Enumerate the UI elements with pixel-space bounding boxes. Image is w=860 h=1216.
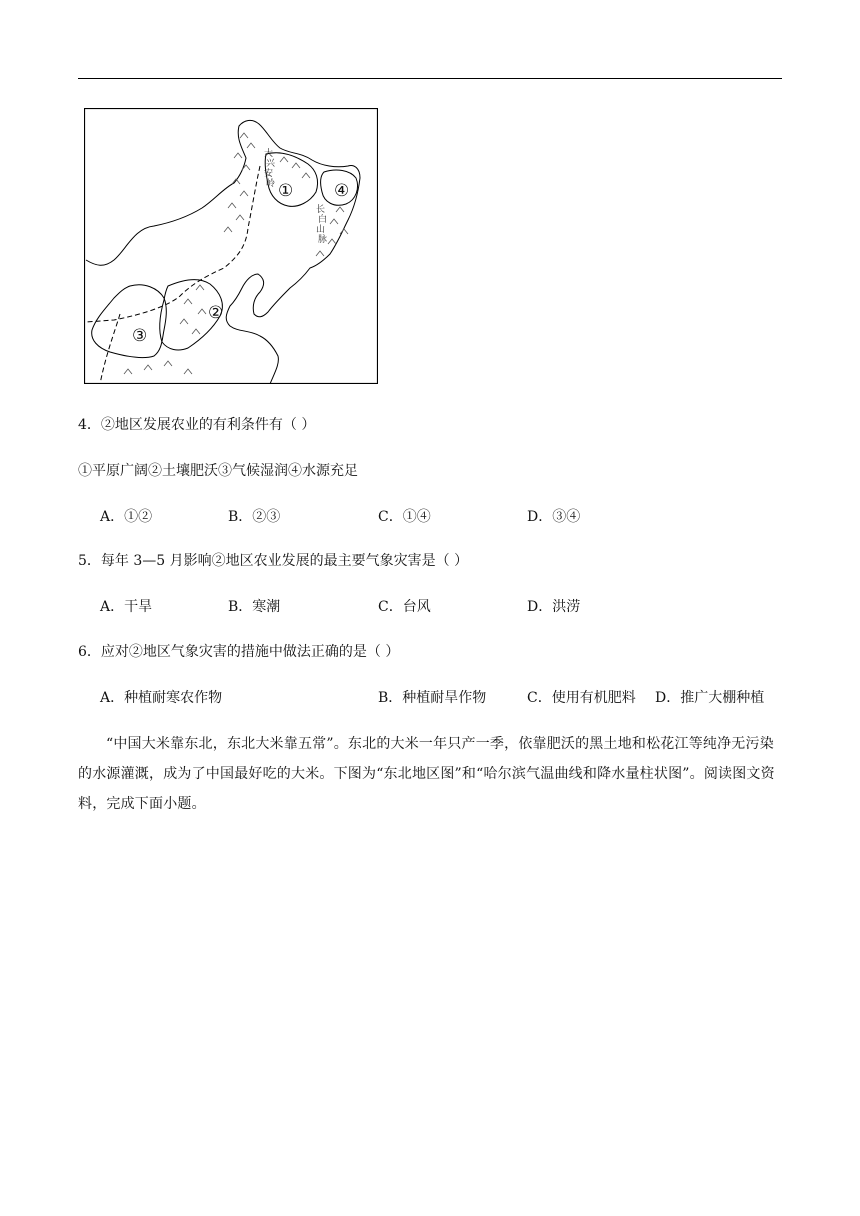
changbaishan-char-3: 山 [316,225,326,235]
header-rule [78,78,782,79]
question-6-option-a[interactable]: A．种植耐寒农作物 [100,690,223,706]
changbaishan-char-1: 长 [316,205,326,215]
region-3-label: ③ [132,326,148,346]
daxinganling-char-3: 安 [264,169,274,179]
region-1-label: ① [278,181,294,201]
question-6-option-d[interactable]: D．推广大棚种植 [655,690,765,706]
question-5-option-b[interactable]: B．寒潮 [228,599,281,615]
question-4-stem: 4．②地区发展农业的有利条件有（ ） [78,417,316,433]
question-4-option-d[interactable]: D．③④ [527,509,581,525]
question-4-option-c[interactable]: C．①④ [378,509,431,525]
daxinganling-char-4: 岭 [266,179,276,189]
question-5-option-c[interactable]: C．台风 [378,599,431,615]
question-5-stem: 5．每年 3—5 月影响②地区农业发展的最主要气象灾害是（ ） [78,553,469,569]
daxinganling-char-2: 兴 [266,159,276,169]
northeast-china-map [84,108,378,384]
question-6-stem: 6．应对②地区气象灾害的措施中做法正确的是（ ） [78,644,400,660]
question-4-option-a[interactable]: A．①② [100,509,153,525]
region-2-label: ② [208,303,224,323]
question-4-option-b[interactable]: B．②③ [228,509,281,525]
changbaishan-char-2: 白 [318,215,328,225]
region-4-label: ④ [334,181,350,201]
reading-passage: “中国大米靠东北，东北大米靠五常”。东北的大米一年只产一季，依靠肥沃的黑土地和松花江等纯净无污染的水源灌溉，成为了中国最好吃的大米。下图为“东北地区图”和“哈尔滨气温曲线和降水量柱状图”。阅读图文资料，完成下面小题。 [78,736,775,812]
question-6-option-c[interactable]: C．使用有机肥料 [527,690,636,706]
question-5-option-d[interactable]: D．洪涝 [527,599,581,615]
question-6-option-b[interactable]: B．种植耐旱作物 [378,690,487,706]
question-5-option-a[interactable]: A．干旱 [100,599,153,615]
daxinganling-char-1: 大 [264,149,274,159]
changbaishan-char-4: 脉 [318,235,328,245]
question-4-conditions: ①平原广阔②土壤肥沃③气候湿润④水源充足 [78,463,358,479]
